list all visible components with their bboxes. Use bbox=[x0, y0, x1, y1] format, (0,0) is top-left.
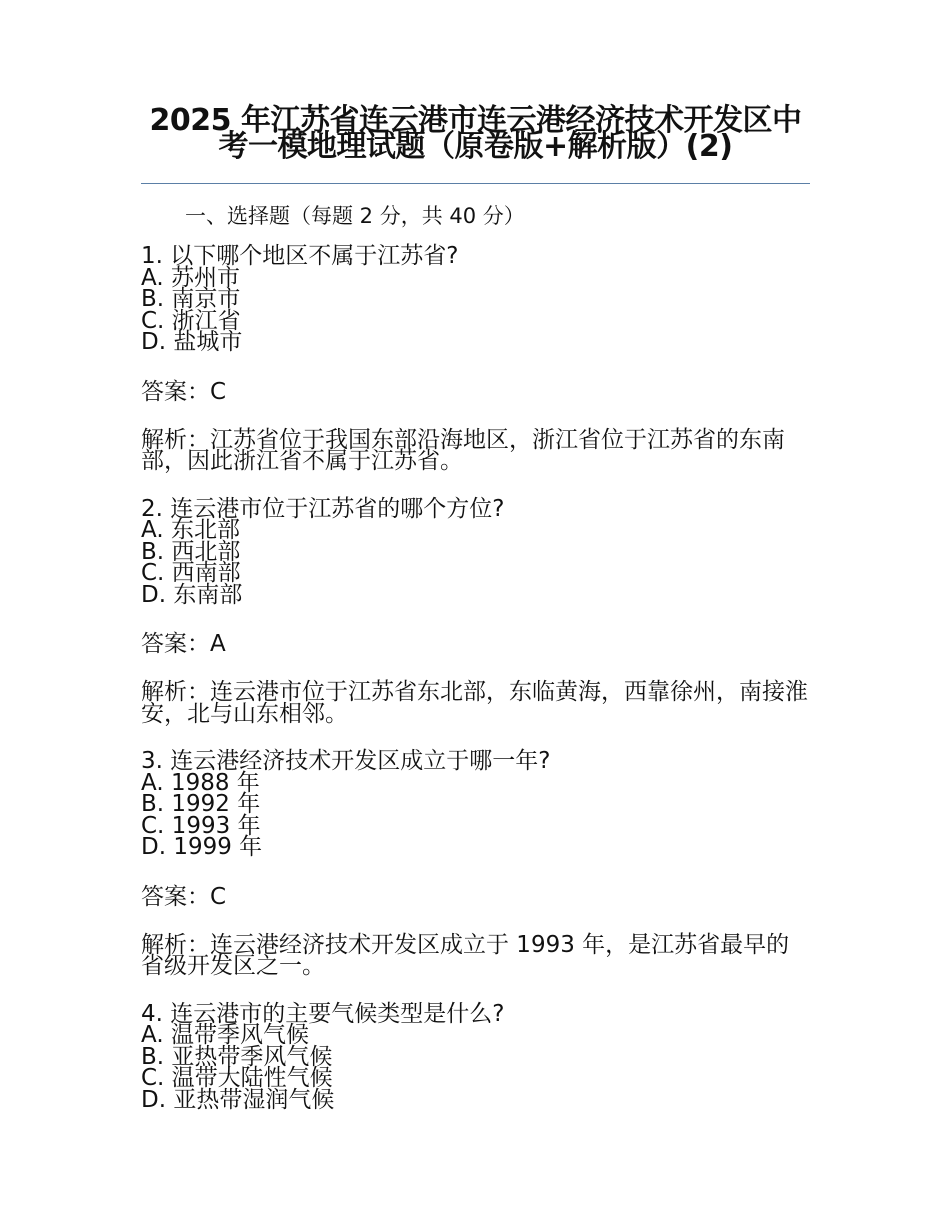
option-c: C. 温带大陆性气候 bbox=[141, 1065, 333, 1091]
page-title: 2025 年江苏省连云港市连云港经济技术开发区中考一模地理试题（原卷版+解析版）(2) bbox=[149, 103, 802, 164]
option-d: D. 亚热带湿润气候 bbox=[141, 1086, 335, 1113]
question-2 bbox=[141, 495, 810, 752]
question-stem: 4. 连云港市的主要气候类型是什么? bbox=[141, 1000, 505, 1027]
section-heading: 一、选择题（每题 2 分，共 40 分） bbox=[185, 204, 525, 228]
option-d: D. 盐城市 bbox=[141, 329, 243, 355]
option-d: D. 1999 年 bbox=[141, 834, 263, 860]
option-b: B. 南京市 bbox=[141, 286, 241, 312]
question-stem: 3. 连云港经济技术开发区成立于哪一年? bbox=[141, 748, 551, 774]
option-b: B. 亚热带季风气候 bbox=[141, 1043, 333, 1070]
option-a: A. 东北部 bbox=[141, 517, 240, 543]
title-divider bbox=[141, 183, 810, 184]
explanation-text: 解析：连云港市位于江苏省东北部，东临黄海，西靠徐州，南接淮安，北与山东相邻。 bbox=[141, 679, 808, 727]
option-c: C. 西南部 bbox=[141, 560, 241, 586]
option-a: A. 1988 年 bbox=[141, 769, 260, 796]
option-a: A. 温带季风气候 bbox=[141, 1022, 309, 1048]
question-stem: 2. 连云港市位于江苏省的哪个方位? bbox=[141, 495, 505, 522]
explanation-text: 解析：江苏省位于我国东部沿海地区，浙江省位于江苏省的东南部，因此浙江省不属于江苏省。 bbox=[141, 426, 785, 474]
answer-text: 答案：A bbox=[141, 631, 226, 657]
question-list bbox=[141, 243, 810, 1113]
question-1 bbox=[141, 243, 810, 499]
option-d: D. 东南部 bbox=[141, 581, 243, 608]
answer-text: 答案：C bbox=[141, 378, 227, 405]
option-b: B. 1992 年 bbox=[141, 791, 261, 817]
document-page bbox=[141, 100, 810, 1113]
question-4 bbox=[141, 1000, 810, 1113]
question-3 bbox=[141, 748, 810, 1004]
answer-text: 答案：C bbox=[141, 883, 227, 910]
option-b: B. 西北部 bbox=[141, 538, 241, 565]
explanation-text: 解析：连云港经济技术开发区成立于 1993 年，是江苏省最早的省级开发区之一。 bbox=[141, 931, 790, 979]
question-stem: 1. 以下哪个地区不属于江苏省? bbox=[141, 243, 459, 269]
option-a: A. 苏州市 bbox=[141, 264, 240, 291]
option-c: C. 浙江省 bbox=[141, 307, 241, 334]
option-c: C. 1993 年 bbox=[141, 812, 261, 839]
